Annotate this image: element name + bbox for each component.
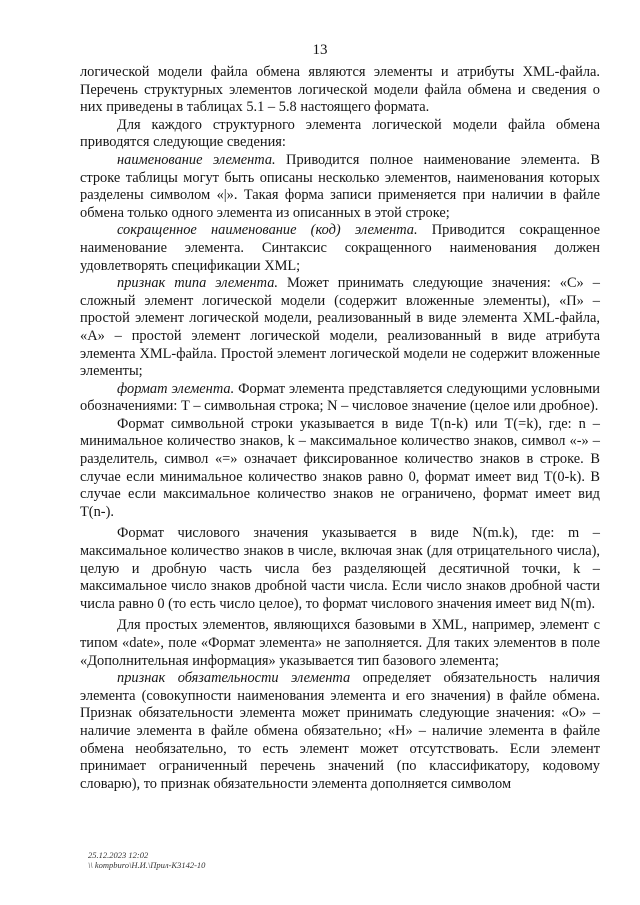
paragraph-lead: наименование элемента.: [117, 151, 276, 168]
paragraph-text: Для простых элементов, являющихся базовыми в XML, например, элемент с типом «date», поле «Формат элемента» не заполняется. Для таких элементов в поле «Дополнительная информация» указывается тип базового элемента;: [80, 617, 600, 669]
paragraph-base-types: [80, 617, 600, 670]
paragraph-number-format: [80, 525, 600, 613]
paragraph-text: Приводится полное наименование элемента. В строке таблицы могут быть описаны несколько элементов, наименования которых разделены символом «|». Такая форма записи применяется при наличии в файле обмена только одного элемента из описанных в этой строке;: [80, 151, 600, 221]
paragraph-required-flag: [80, 670, 600, 793]
paragraph-intro: [80, 64, 600, 117]
paragraph-lead: сокращенное наименование (код) элемента.: [117, 222, 418, 239]
paragraph-text: Формат символьной строки указывается в виде Т(n-k) или T(=k), где: n – минимальное количество знаков, k – максимальное количество знаков, символ «-» – разделитель, символ «=» означает фиксированное количество знаков в строке. В случае если минимальное количество знаков равно 0, формат имеет вид Т(0-k). В случае если максимальное количество знаков не ограничено, формат имеет вид Т(n-).: [80, 415, 600, 520]
paragraph-text: Может принимать следующие значения: «С» – сложный элемент логической модели (содержит вложенные элементы), «П» – простой элемент логической модели, реализованный в виде элемента XML-файла, «А» – простой элемент логической модели, реализованный в виде атрибута элемента XML-файла. Простой элемент логической модели не содержит вложенные элементы;: [80, 275, 600, 380]
paragraph-element-type: [80, 275, 600, 381]
paragraph-text: логической модели файла обмена являются элементы и атрибуты XML-файла. Перечень структурных элементов логической модели файла обмена и сведения о них приведены в таблицах 5.1 – 5.8 настоящего формата.: [80, 64, 600, 116]
body-text: [80, 64, 600, 793]
footer-file-path: \\ kompburo\Н.И.\Прил-К3142-10: [88, 860, 206, 870]
paragraph-string-format: [80, 416, 600, 522]
footer-timestamp: 25.12.2023 12:02: [88, 850, 149, 860]
paragraph-element-name: [80, 152, 600, 222]
paragraph-text: Для каждого структурного элемента логической модели файла обмена приводятся следующие сведения:: [80, 116, 600, 151]
paragraph-text: Формат элемента представляется следующими условными обозначениями: Т – символьная строка; N – числовое значение (целое или дробное).: [80, 380, 600, 415]
paragraph-text: Приводится сокращенное наименование элемента. Синтаксис сокращенного наименования должен удовлетворять спецификации XML;: [80, 222, 600, 274]
page-number: 13: [312, 42, 328, 58]
paragraph-lead: признак обязательности элемента: [117, 670, 351, 687]
paragraph-lead: формат элемента.: [117, 380, 235, 397]
paragraph-element-code: [80, 222, 600, 275]
paragraph-element-format: [80, 381, 600, 416]
paragraph-text: определяет обязательность наличия элемента (совокупности наименования элемента и его значения) в файле обмена. Признак обязательности элемента может принимать следующие значения: «О» – наличие элемента в файле обмена обязательно; «Н» – наличие элемента в файле обмена необязательно, то есть элемент может отсутствовать. Если элемент принимает ограниченный перечень значений (по классификатору, кодовому словарю), то признак обязательности элемента дополняется символом: [80, 670, 600, 792]
paragraph-info-list: [80, 117, 600, 152]
paragraph-lead: признак типа элемента.: [117, 275, 279, 292]
paragraph-text: Формат числового значения указывается в виде N(m.k), где: m – максимальное количество знаков в числе, включая знак (для отрицательного числа), целую и дробную часть числа без разделяющей десятичной точки, k – максимальное число знаков дробной части числа. Если число знаков дробной части числа равно 0 (то есть число целое), то формат числового значения имеет вид N(m).: [80, 525, 600, 612]
footer-stamp: [88, 850, 205, 870]
